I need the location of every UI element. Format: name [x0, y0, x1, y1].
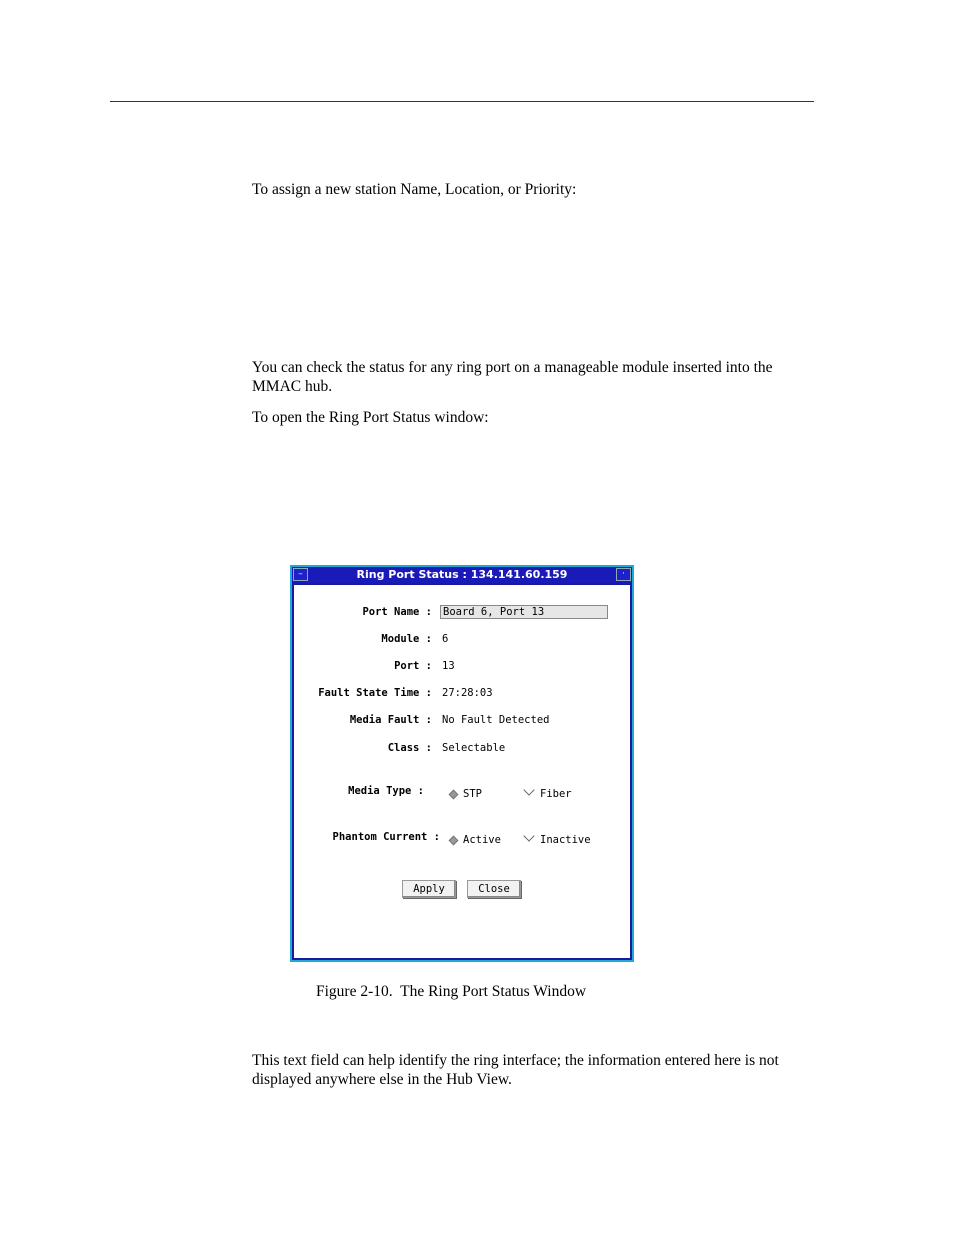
class-value: Selectable [442, 742, 506, 754]
paragraph-text-field-info: This text field can help identify the ring interface; the information entered here is not displayed anywhere else in the Hub View. [252, 1052, 779, 1088]
window-title: Ring Port Status : 134.141.60.159 [356, 568, 568, 581]
paragraph-ring-port-status: You can check the status for any ring port on a manageable module inserted into the MMAC hub. [252, 359, 773, 395]
radio-selected-icon [449, 836, 459, 846]
figure-caption: Figure 2-10. The Ring Port Status Window [316, 983, 587, 1000]
media-type-label: Media Type : [348, 785, 424, 797]
apply-button[interactable]: Apply [402, 880, 456, 898]
media-type-stp-label: STP [463, 788, 482, 800]
media-fault-label: Media Fault : [349, 714, 432, 726]
window-menu-button[interactable] [293, 568, 308, 581]
media-type-fiber-label: Fiber [540, 788, 572, 800]
ring-port-status-window [290, 565, 634, 962]
phantom-current-inactive-label: Inactive [540, 834, 591, 846]
port-name-label: Port Name : [362, 606, 432, 618]
class-label: Class : [387, 742, 432, 754]
media-fault-value: No Fault Detected [442, 714, 550, 726]
close-button[interactable]: Close [467, 880, 521, 898]
phantom-current-label: Phantom Current : [332, 831, 440, 843]
fault-state-time-value: 27:28:03 [442, 687, 493, 699]
minus-icon: – [298, 569, 303, 579]
radio-unselected-icon [523, 784, 534, 795]
module-value: 6 [442, 633, 449, 645]
paragraph-open-window: To open the Ring Port Status window: [252, 409, 489, 426]
title-bar[interactable] [292, 567, 632, 583]
window-client [294, 585, 630, 958]
module-label: Module : [381, 633, 432, 645]
paragraph-assign-station: To assign a new station Name, Location, or Priority: [252, 181, 577, 198]
port-label: Port : [394, 660, 432, 672]
dot-icon: · [622, 569, 625, 579]
window-maximize-button[interactable] [616, 568, 631, 581]
port-name-input[interactable]: Board 6, Port 13 [440, 605, 608, 619]
phantom-current-active-label: Active [463, 834, 501, 846]
radio-unselected-icon [523, 830, 534, 841]
port-value: 13 [442, 660, 455, 672]
fault-state-time-label: Fault State Time : [318, 687, 432, 699]
radio-selected-icon [449, 790, 459, 800]
header-rule [110, 101, 814, 102]
